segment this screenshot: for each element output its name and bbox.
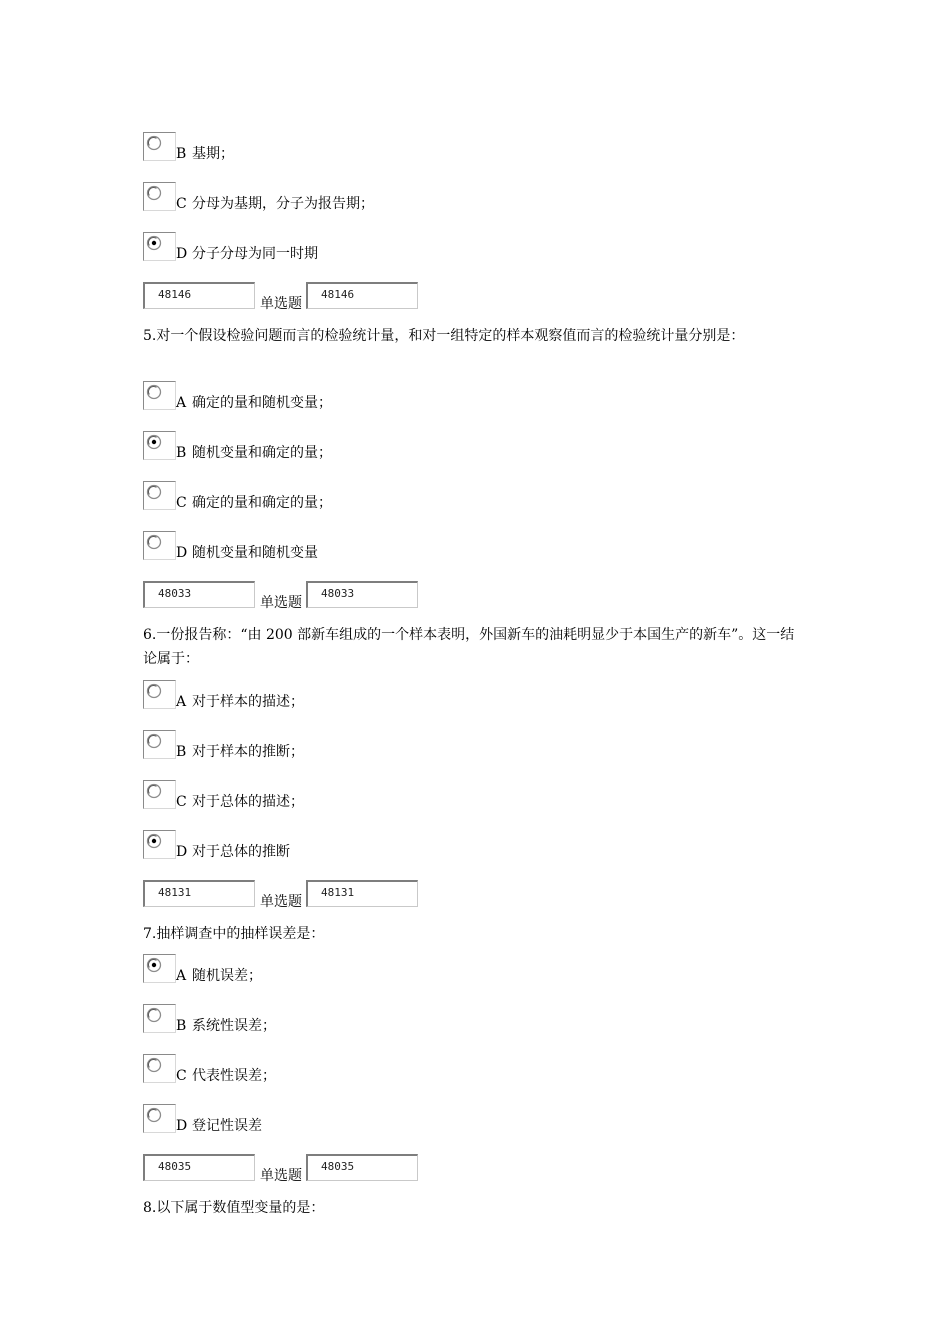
question-number: 7. xyxy=(143,926,157,942)
radio-button[interactable] xyxy=(143,780,176,809)
radio-circle-icon xyxy=(145,383,163,401)
q5-option-a xyxy=(143,381,743,411)
option-letter: C xyxy=(176,1068,187,1084)
radio-button[interactable] xyxy=(143,1054,176,1083)
option-text: 对于样本的描述； xyxy=(192,694,304,710)
radio-button[interactable] xyxy=(143,954,176,983)
radio-button[interactable] xyxy=(143,730,176,759)
option-text: 分子分母为同一时期 xyxy=(192,246,318,262)
radio-button[interactable] xyxy=(143,1004,176,1033)
radio-button[interactable] xyxy=(143,431,176,460)
radio-button[interactable] xyxy=(143,481,176,510)
q6-option-b xyxy=(143,730,743,760)
question-type-label: 单选题 xyxy=(260,296,302,312)
q4-option-b xyxy=(143,132,743,162)
option-text: 随机变量和确定的量； xyxy=(192,445,332,461)
q7-option-d xyxy=(143,1104,743,1134)
question-number: 6. xyxy=(143,627,157,643)
q7-id-row xyxy=(143,1154,433,1185)
radio-circle-icon xyxy=(145,483,163,501)
option-text: 随机变量和随机变量 xyxy=(192,545,318,561)
question-text: 对一个假设检验问题而言的检验统计量，和对一组特定的样本观察值而言的检验统计量分别是： xyxy=(156,328,745,344)
option-text: 对于总体的描述； xyxy=(192,794,304,810)
question-id-field[interactable]: 48035 xyxy=(143,1154,255,1181)
question-id-field[interactable]: 48033 xyxy=(143,581,255,608)
option-text: 对于样本的推断； xyxy=(192,744,304,760)
question-number: 5. xyxy=(143,328,157,344)
option-letter: A xyxy=(176,694,187,710)
option-text: 对于总体的推断 xyxy=(192,844,290,860)
radio-circle-icon xyxy=(145,1056,163,1074)
q6-option-a xyxy=(143,680,743,710)
q6-id-row xyxy=(143,880,433,911)
radio-circle-icon xyxy=(145,782,163,800)
option-text: 系统性误差； xyxy=(192,1018,276,1034)
option-letter: A xyxy=(176,395,187,411)
option-text: 随机误差； xyxy=(192,968,262,984)
radio-button[interactable] xyxy=(143,381,176,410)
q5-option-c xyxy=(143,481,743,511)
option-text: 分母为基期，分子为报告期； xyxy=(192,196,374,212)
question-type-label: 单选题 xyxy=(260,595,302,611)
radio-circle-icon xyxy=(145,832,163,850)
radio-circle-icon xyxy=(145,134,163,152)
question-type-label: 单选题 xyxy=(260,1168,302,1184)
radio-circle-icon xyxy=(145,234,163,252)
option-letter: C xyxy=(176,794,187,810)
radio-circle-icon xyxy=(145,682,163,700)
q5-option-d xyxy=(143,531,743,561)
radio-button[interactable] xyxy=(143,232,176,261)
question-id-field[interactable]: 48131 xyxy=(306,880,418,907)
option-letter: B xyxy=(176,744,187,760)
radio-selected-dot xyxy=(152,241,156,245)
option-text: 基期； xyxy=(192,146,234,162)
q6-option-d xyxy=(143,830,743,860)
q4-option-d xyxy=(143,232,743,262)
radio-button[interactable] xyxy=(143,1104,176,1133)
q8-question xyxy=(143,1196,808,1220)
radio-button[interactable] xyxy=(143,132,176,161)
question-id-field[interactable]: 48131 xyxy=(143,880,255,907)
radio-circle-icon xyxy=(145,732,163,750)
option-letter: A xyxy=(176,968,187,984)
radio-circle-icon xyxy=(145,433,163,451)
option-text: 登记性误差 xyxy=(192,1118,262,1134)
question-text: 以下属于数值型变量的是： xyxy=(156,1200,325,1216)
q6-question xyxy=(143,623,808,671)
q7-option-a xyxy=(143,954,743,984)
question-type-label: 单选题 xyxy=(260,894,302,910)
radio-button[interactable] xyxy=(143,182,176,211)
question-id-field[interactable]: 48033 xyxy=(306,581,418,608)
q7-question xyxy=(143,922,808,946)
option-text: 确定的量和确定的量； xyxy=(192,495,332,511)
radio-selected-dot xyxy=(152,440,156,444)
q4-id-row xyxy=(143,282,433,313)
q5-option-b xyxy=(143,431,743,461)
q4-option-c xyxy=(143,182,743,212)
question-text: 一份报告称：“由 200 部新车组成的一个样本表明，外国新车的油耗明显少于本国生产的新车”。这一结论属于： xyxy=(143,627,795,667)
radio-button[interactable] xyxy=(143,680,176,709)
question-text: 抽样调查中的抽样误差是： xyxy=(156,926,325,942)
radio-circle-icon xyxy=(145,184,163,202)
q6-option-c xyxy=(143,780,743,810)
radio-circle-icon xyxy=(145,533,163,551)
radio-circle-icon xyxy=(145,956,163,974)
option-text: 确定的量和随机变量； xyxy=(192,395,332,411)
radio-selected-dot xyxy=(152,963,156,967)
radio-selected-dot xyxy=(152,839,156,843)
radio-button[interactable] xyxy=(143,531,176,560)
question-id-field[interactable]: 48035 xyxy=(306,1154,418,1181)
option-letter: D xyxy=(176,545,188,561)
option-letter: B xyxy=(176,146,187,162)
radio-button[interactable] xyxy=(143,830,176,859)
option-letter: B xyxy=(176,445,187,461)
q7-option-c xyxy=(143,1054,743,1084)
question-number: 8. xyxy=(143,1200,157,1216)
q7-option-b xyxy=(143,1004,743,1034)
radio-circle-icon xyxy=(145,1006,163,1024)
option-letter: D xyxy=(176,1118,188,1134)
q5-question xyxy=(143,324,808,348)
radio-circle-icon xyxy=(145,1106,163,1124)
option-letter: C xyxy=(176,196,187,212)
question-id-field[interactable]: 48146 xyxy=(143,282,255,309)
q5-id-row xyxy=(143,581,433,612)
option-letter: C xyxy=(176,495,187,511)
question-id-field[interactable]: 48146 xyxy=(306,282,418,309)
option-text: 代表性误差； xyxy=(192,1068,276,1084)
option-letter: D xyxy=(176,844,188,860)
option-letter: D xyxy=(176,246,188,262)
option-letter: B xyxy=(176,1018,187,1034)
